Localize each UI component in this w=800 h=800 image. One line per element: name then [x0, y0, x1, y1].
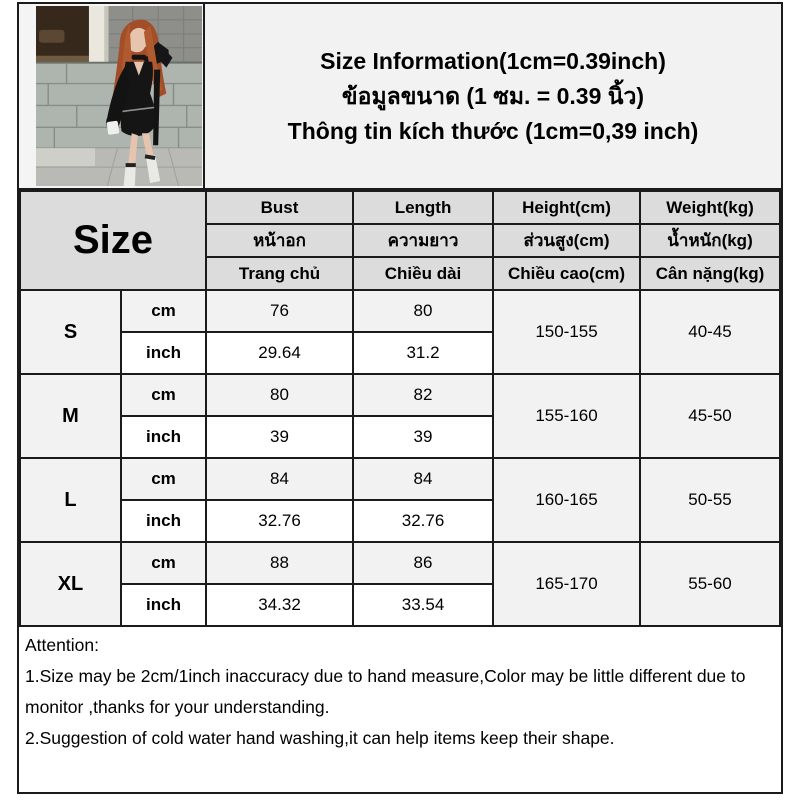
- table-row: [20, 374, 780, 416]
- top-banner: [19, 4, 781, 190]
- height-range-m: 155-160: [493, 374, 640, 458]
- height-range-s: 150-155: [493, 290, 640, 374]
- unit-label-cm: cm: [121, 290, 206, 332]
- table-row: [20, 290, 780, 332]
- unit-label-inch: inch: [121, 584, 206, 626]
- bust-inch-s: 29.64: [206, 332, 353, 374]
- unit-label-inch: inch: [121, 416, 206, 458]
- length-inch-xl: 33.54: [353, 584, 493, 626]
- unit-label-inch: inch: [121, 500, 206, 542]
- bust-inch-l: 32.76: [206, 500, 353, 542]
- size-table: [19, 190, 781, 627]
- col-header-bust-vi: Trang chủ: [206, 257, 353, 290]
- col-header-height-th: ส่วนสูง(cm): [493, 224, 640, 257]
- table-row: [20, 458, 780, 500]
- unit-label-cm: cm: [121, 458, 206, 500]
- col-header-length-vi: Chiều dài: [353, 257, 493, 290]
- size-corner-header: Size: [20, 191, 206, 290]
- size-label-l: L: [20, 458, 121, 542]
- bust-inch-m: 39: [206, 416, 353, 458]
- length-inch-s: 31.2: [353, 332, 493, 374]
- title-english: Size Information(1cm=0.39inch): [320, 47, 666, 74]
- model-photo: [36, 6, 202, 186]
- length-inch-m: 39: [353, 416, 493, 458]
- col-header-bust-th: หน้าอก: [206, 224, 353, 257]
- height-range-xl: 165-170: [493, 542, 640, 626]
- col-header-height-en: Height(cm): [493, 191, 640, 224]
- weight-range-s: 40-45: [640, 290, 780, 374]
- bust-cm-s: 76: [206, 290, 353, 332]
- col-header-weight-en: Weight(kg): [640, 191, 780, 224]
- length-cm-xl: 86: [353, 542, 493, 584]
- size-info-title-block: [205, 4, 781, 188]
- weight-range-m: 45-50: [640, 374, 780, 458]
- length-cm-s: 80: [353, 290, 493, 332]
- length-inch-l: 32.76: [353, 500, 493, 542]
- model-photo-cell: [19, 4, 205, 188]
- col-header-weight-vi: Cân nặng(kg): [640, 257, 780, 290]
- bust-cm-l: 84: [206, 458, 353, 500]
- col-header-length-en: Length: [353, 191, 493, 224]
- bust-cm-m: 80: [206, 374, 353, 416]
- unit-label-cm: cm: [121, 542, 206, 584]
- bust-cm-xl: 88: [206, 542, 353, 584]
- attention-heading: Attention:: [25, 635, 99, 655]
- title-vietnamese: Thông tin kích thước (1cm=0,39 inch): [287, 117, 699, 144]
- attention-notes: [19, 627, 781, 754]
- size-label-xl: XL: [20, 542, 121, 626]
- bust-inch-xl: 34.32: [206, 584, 353, 626]
- weight-range-xl: 55-60: [640, 542, 780, 626]
- col-header-length-th: ความยาว: [353, 224, 493, 257]
- weight-range-l: 50-55: [640, 458, 780, 542]
- unit-label-cm: cm: [121, 374, 206, 416]
- col-header-height-vi: Chiều cao(cm): [493, 257, 640, 290]
- size-chart-sheet: [17, 2, 783, 794]
- height-range-l: 160-165: [493, 458, 640, 542]
- table-row: [20, 542, 780, 584]
- size-label-m: M: [20, 374, 121, 458]
- col-header-weight-th: น้ำหนัก(kg): [640, 224, 780, 257]
- model-photo-illustration: [36, 6, 202, 186]
- length-cm-l: 84: [353, 458, 493, 500]
- size-label-s: S: [20, 290, 121, 374]
- title-thai: ข้อมูลขนาด (1 ซม. = 0.39 นิ้ว): [341, 82, 645, 109]
- unit-label-inch: inch: [121, 332, 206, 374]
- col-header-bust-en: Bust: [206, 191, 353, 224]
- length-cm-m: 82: [353, 374, 493, 416]
- attention-note-1: 1.Size may be 2cm/1inch inaccuracy due to hand measure,Color may be little different due to monitor ,thanks for your understanding.: [25, 666, 746, 717]
- attention-note-2: 2.Suggestion of cold water hand washing,it can help items keep their shape.: [25, 728, 615, 748]
